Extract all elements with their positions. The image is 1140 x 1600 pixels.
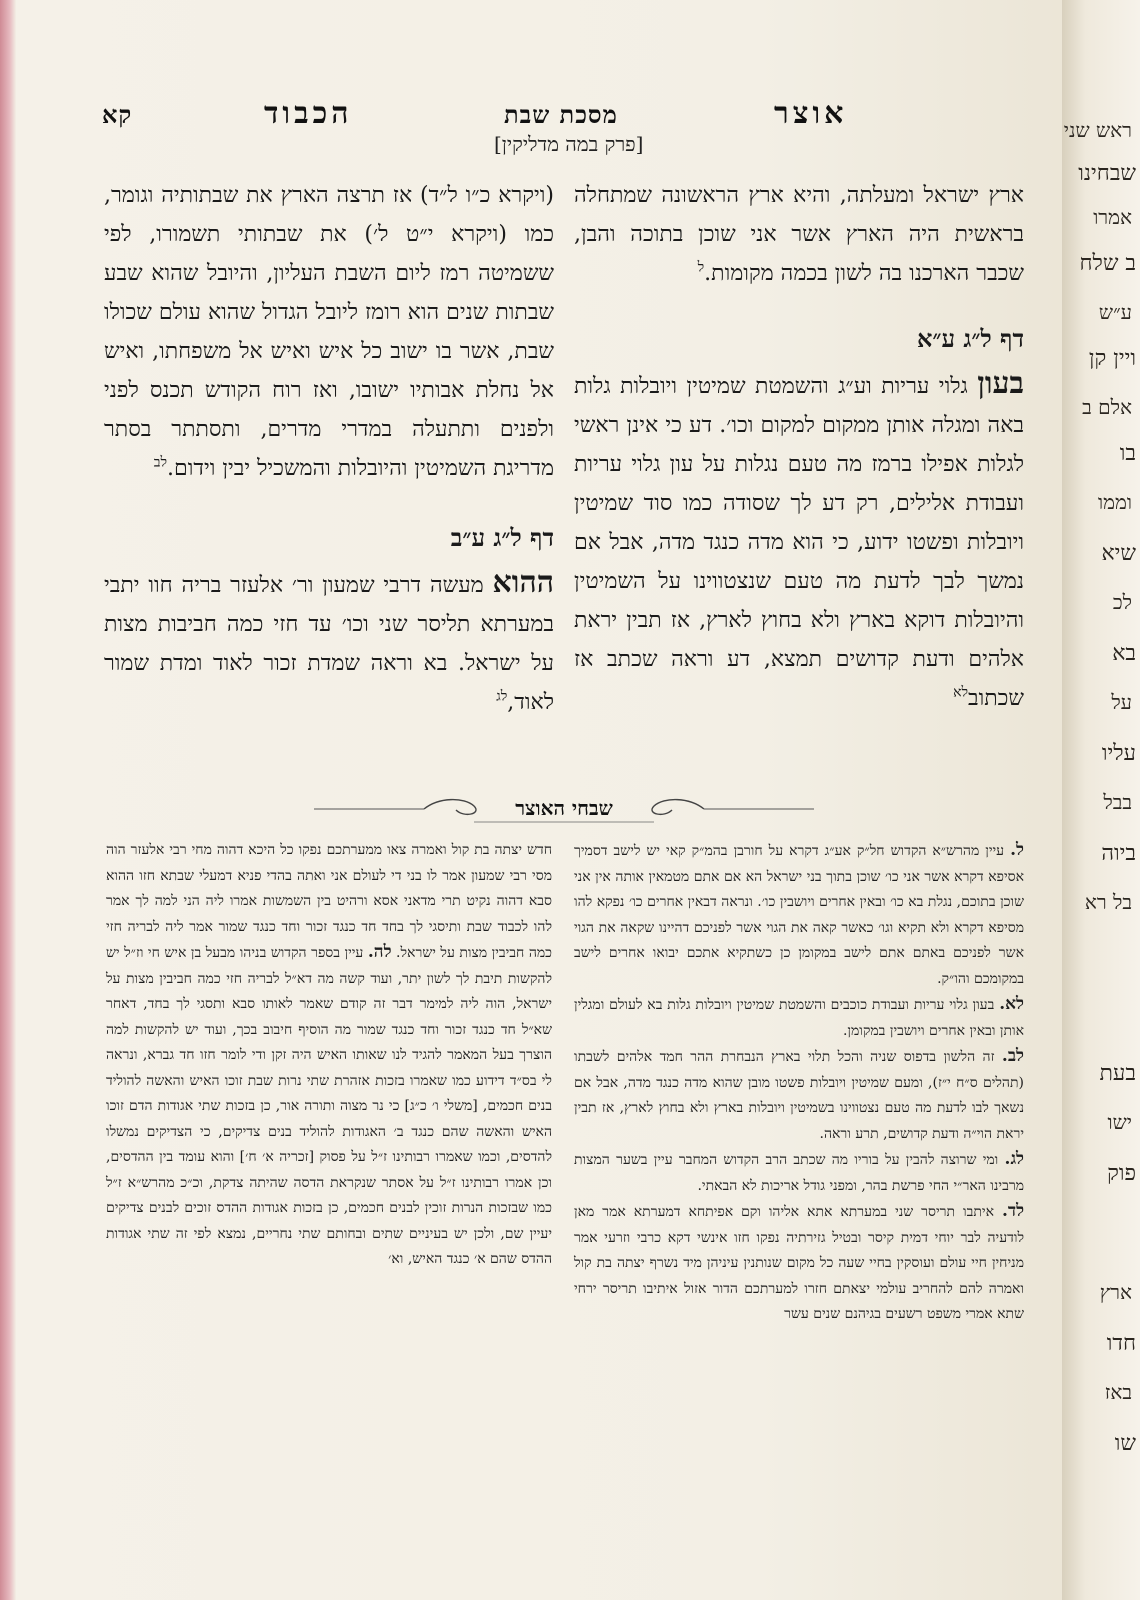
divider-label: שבחי האוצר xyxy=(515,796,613,820)
lead-word: ההוא xyxy=(492,565,554,600)
book-page-right xyxy=(14,0,1080,1600)
facing-text-fragment: על xyxy=(1111,690,1132,714)
facing-text-fragment: ביוה xyxy=(1101,841,1136,866)
facing-page-edge xyxy=(1062,0,1140,1600)
facing-text-fragment: ויין קן xyxy=(1088,346,1136,371)
facing-text-fragment: בו xyxy=(1119,441,1136,466)
facing-text-fragment: אמרו xyxy=(1093,205,1132,229)
footnote-continuation: חדש יצתה בת קול ואמרה צאו ממערתכם נפקו כל היכא דהוה מחי רבי אלעזר הוה מסי רבי שמעון אמר לו בני די לעולם אני ואתה בהדי פניא דמעלי שבתא חזו ההוא סבא דהוה נקיט תרי מדאני אסא ורהיט בין השמשות אמרו ליה הני למה לך אמר להו לכבוד שבת ותיסגי לך בחד חד כנגד זכור וחד כנגד שמור אמר ליה לבריה חזי כמה חביבין מצות על ישראל. לה. עיין בספר הקדוש בניהו מבעל בן איש חי וז״ל יש להקשות תיבת לך לשון יתר, ועוד קשה מה דא״ל לבריה חזי כמה חביבין מצות על ישראל, הוה ליה למימר דבר זה קודם שאמר לאותו סבא ותסגי לך בחד, דאחר שא״ל חד כנגד זכור וחד כנגד שמור מה הוסיף חיבוב בכך, ועוד יש להקשות למה הוצרך בעל המאמר להגיד לנו שאותו האיש היה זקן ודי לומר חזו חד גברא, ונראה לי בס״ד דידוע כמו שאמרו בזכות אזהרת שתי נרות שבת זוכו האיש והאשה להוליד בנים חכמים, [משלי ו׳ כ״ג] כי נר מצוה ותורה אור, כן בזכות שתי אגודות הדם זוכו האיש והאשה שהם כנגד ב׳ האגודות להוליד בנים צדיקים, כי הצדיקים נמשלו להדסים, וכמו שאמרו רבותינו ז״ל על פסוק [זכריה א׳ ח׳] והוא עומד בין ההדסים, וכן אמרו רבותינו ז״ל על אסתר שנקראת הדסה שהיתה צדקת, וכ״כ מהרש״א ז״ל כמו שבזכות הנרות זוכין לבנים חכמים, כן בזכות אגודות ההדס זוכים לבנים צדיקים יעיין שם, ולכן יש בעיניים שתים ובחותם שתי נחריים, נמצא לפי זה שתי אגודות ההדס שהם א׳ כנגד האיש, וא׳ xyxy=(106,842,553,1267)
left-main-column xyxy=(104,176,554,722)
facing-text-fragment: פוק xyxy=(1107,1161,1136,1186)
main-paragraph-33b: ההוא מעשה דרבי שמעון ור׳ אלעזר בריה חוו יתבי במערתא תליסר שני וכו׳ עד חזי כמה חביבות מצות על ישראל. בא וראה שמדת זכור לאוד ומדת שמור לאוד,$^{לג}$ xyxy=(104,565,554,715)
facing-text-fragment: ישו xyxy=(1107,1110,1132,1134)
facing-text-fragment: בא xyxy=(1112,641,1136,666)
facing-text-fragment: לכ xyxy=(1112,590,1132,614)
footnote: ל. עיין מהרש״א הקדוש חל״ק אע״ג דקרא על חורבן בהמ״ק קאי יש לישב דסמיך אסיפא דקרא אשר אני כו׳ שוכן בתוך בני ישראל הא אם אתם מטמאין אותה אין אני שוכן בתוכם, נגלת בא כו׳ ובאין אחרים ויושבין כו׳. ונראה דבאין אחרים כו׳ נפקא להו מסיפא דקרא ולא תקיא וגו׳ כאשר קאה את הגוי אשר לפניכם דהיינו שקאה את הגוי אשר לפניכם באתם אתם לישב במקומן כן כשתקיא אתכם יבואו אחרים לישב במקומכם והו״ק. xyxy=(574,840,1025,987)
running-head-center: מסכת שבת xyxy=(504,100,618,129)
facing-text-fragment: שו xyxy=(1114,1431,1136,1456)
facing-text-fragment: ב שלח xyxy=(1079,251,1136,276)
footnote: לב. זה הלשון בדפוס שניה והכל תלוי בארץ הנבחרת ההר חמד אלהים לשבתו (תהלים ס״ח י״ז), ומעם שמיטין ויובלות פשטו מובן שהוא מדה כנגד מדה, אבל אם נשאך לבו לדעת מה טעם נצטווינו בשמיטין ויובלות בארץ ולא בחוץ לארץ, אז תבין יראת הוי״ה ודעת קדושים, תרע וראה. xyxy=(574,1046,1024,1142)
facing-text-fragment: באז xyxy=(1104,1380,1132,1404)
page-edge xyxy=(0,0,16,1600)
right-main-column xyxy=(574,176,1024,718)
facing-text-fragment: בעת xyxy=(1099,1061,1136,1086)
lead-word: בעון xyxy=(977,366,1024,401)
intro-paragraph: ארץ ישראל ומעלתה, והיא ארץ הראשונה שמתחלה בראשית היה הארץ אשר אני שוכן בתוכה והבן, שכבר הארכנו בה לשון בכמה מקומות.$^ל$ xyxy=(574,183,1024,286)
left-top-paragraph: (ויקרא כ״ו ל״ד) אז תרצה הארץ את שבתותיה וגומר, כמו (ויקרא י״ט ל׳) את שבתותי תשמורו, לפי ששמיטה רמז ליום השבת העליון, והיובל שהוא שבע שבתות שנים הוא רומז ליובל הגדול שהוא עולם שכולו שבת, אשר בו ישוב כל איש ואיש אל משפחתו, ואיש אל נחלת אבותיו ישובו, ואז רוח הקודש תכנס לפני ולפנים ותתעלה במדרי מדרים, ותסתתר בסתר מדריגת השמיטין והיובלות והמשכיל יבין וידום.$^{לב}$ xyxy=(104,183,554,481)
facing-text-fragment: שיא xyxy=(1101,541,1136,566)
page-number: קא xyxy=(102,100,133,129)
facing-text-fragment: ארץ xyxy=(1099,1280,1132,1304)
facing-text-fragment: וממו xyxy=(1098,490,1132,514)
facing-text-fragment: עליו xyxy=(1101,741,1136,766)
main-paragraph-33a: בעון גלוי עריות וע״ג והשמטת שמיטין ויובלות גלות באה ומגלה אותן ממקום למקום וכו׳. דע כי אינן ראשי לגלות אפילו ברמז מה טעם נגלות על עון גלוי עריות ועבודת אלילים, רק דע לך שסודה כמו סוד שמיטין ויובלות ופשטו ידוע, כי הוא מדה כנגד מדה, אבל אם נמשך לבך לדעת מה טעם שנצטווינו על השמיטין והיובלות דוקא בארץ ולא בחוץ לארץ, אז תבין יראת אלהים ודעת קדושים תמצא, דע וראה שכתב אז שכתוב$^{לא}$ xyxy=(574,366,1024,711)
facing-text-fragment: בל רא xyxy=(1084,890,1132,914)
daf-heading-33b: דף ל״ג ע״ב xyxy=(450,523,554,552)
chapter-label: [פרק במה מדליקין] xyxy=(494,132,644,156)
facing-text-fragment: בבל xyxy=(1103,790,1132,814)
daf-heading-33a: דף ל״ג ע״א xyxy=(916,324,1024,353)
footnotes-right-column xyxy=(574,838,1024,1328)
facing-text-fragment: ע״ש xyxy=(1098,300,1132,324)
facing-text-fragment: שבחינו xyxy=(1078,161,1136,186)
running-head-left: הכבוד xyxy=(264,96,353,131)
footnote: לג. ומי שרוצה להבין על בוריו מה שכתב הרב הקדוש המחבר עיין בשער המצות מרבינו האר״י החי פרשת בהר, ומפני גודל אריכות לא הבאתי. xyxy=(574,1149,1025,1194)
facing-text-fragment: חדו xyxy=(1106,1331,1136,1356)
footnotes-left-column xyxy=(106,838,552,1273)
running-head-right: אוצר xyxy=(774,96,848,131)
footnote: לד. איתבו תריסר שני במערתא אתא אליהו וקם אפיתחא דמערתא אמר מאן לודעיה לבר יוחי דמית קיסר ובטיל גזירתיה נפקו חזו אינשי דקא כרבי וזרעי אמר מניחין חיי עולם ועוסקין בחיי שעה כל מקום שנותנין עיניהן מיד נשרף יצתה בת קול ואמרה להם להחריב עולמי יצאתם חזרו למערתכם הדור אזול איתיבו תריסר ירחי שתא אמרי משפט רשעים בגיהנם שנים עשר xyxy=(574,1201,1025,1322)
facing-text-fragment: ראש שני xyxy=(1063,118,1132,142)
footnote: לא. בעון גלוי עריות ועבודת כוכבים והשמטת שמיטין ויובלות גלות בא לעולם ומגלין אותן ובאין אחרים ויושבין במקומן. xyxy=(574,994,1024,1039)
facing-text-fragment: אלם ב xyxy=(1082,395,1132,419)
